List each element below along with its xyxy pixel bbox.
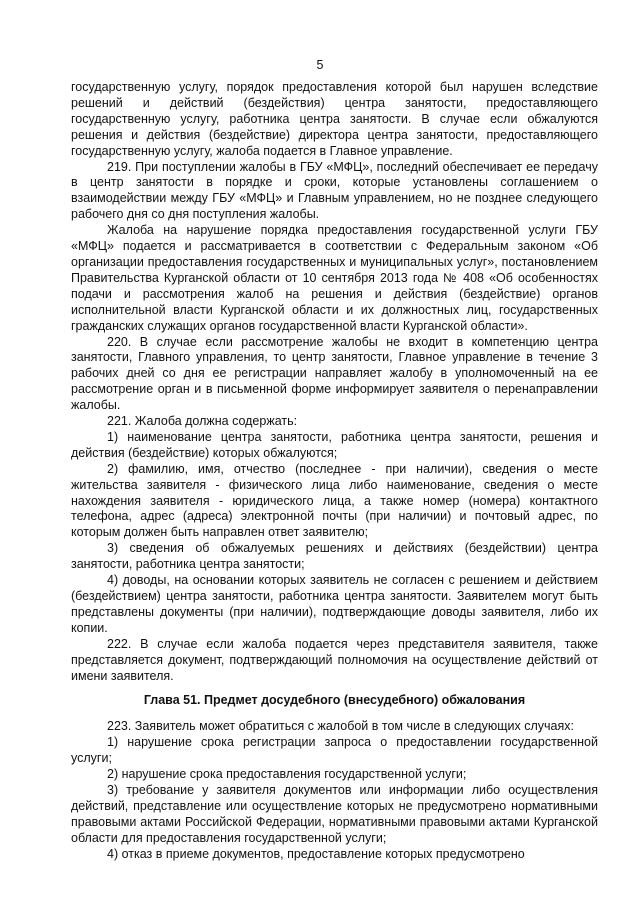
paragraph: государственную услугу, порядок предоставления которой был нарушен вследствие решений и действий (бездействия) центра занятости, предоставляющего государственную услугу, работника центра занятости. В случае если обжалуются решения и действия (бездействие) директора центра занятости, предоставляющего государственную услугу, жалоба подается в Главное управление. <box>71 80 598 158</box>
paragraph: 222. В случае если жалоба подается через представителя заявителя, также представляется документ, подтверждающий полномочия на осуществление действий от имени заявителя. <box>71 636 598 683</box>
paragraph: 223. Заявитель может обратиться с жалобой в том числе в следующих случаях: <box>107 719 574 734</box>
paragraph: 1) нарушение срока регистрации запроса о предоставлении государственной услуги; <box>71 735 598 766</box>
paragraph: 4) доводы, на основании которых заявитель не согласен с решением и действием (бездействием) центра занятости, работника центра занятости. Заявителем могут быть представлены документы (при наличии), подтверждающие доводы заявителя, либо их копии. <box>71 573 598 635</box>
page-number: 5 <box>316 58 324 72</box>
paragraph: 3) требование у заявителя документов или информации либо осуществления действий, представление или осуществление которых не предусмотрено нормативными правовыми актами Российской Федерации, нормативными правовыми актами Курганской области для предоставления государственной услуги; <box>71 783 598 845</box>
paragraph: 221. Жалоба должна содержать: <box>107 414 298 429</box>
paragraph: 220. В случае если рассмотрение жалобы не входит в компетенцию центра занятости, Главного управления, то центр занятости, Главное управление в течение 3 рабочих дней со дня ее регистрации направляет жалобу в уполномоченный на ее рассмотрение орган и в письменной форме информирует заявителя о перенаправлении жалобы. <box>71 334 598 413</box>
document-body <box>71 80 598 863</box>
paragraph: Жалоба на нарушение порядка предоставления государственной услуги ГБУ «МФЦ» подается и рассматривается в соответствии с Федеральным законом «Об организации предоставления государственных и муниципальных услуг», постановлением Правительства Курганской области от 10 сентября 2013 года № 408 «Об особенностях подачи и рассмотрения жалоб на решения и действия (бездействие) органов исполнительной власти Курганской области и их должностных лиц, государственных гражданских служащих органов государственной власти Курганской области». <box>71 223 598 333</box>
paragraph: 219. При поступлении жалобы в ГБУ «МФЦ», последний обеспечивает ее передачу в центр занятости в порядке и сроки, которые установлены соглашением о взаимодействии между ГБУ «МФЦ» и Главным управлением, но не позднее следующего рабочего дня со дня поступления жалобы. <box>71 159 598 222</box>
paragraph: 3) сведения об обжалуемых решениях и действиях (бездействии) центра занятости, работника центра занятости; <box>71 541 598 572</box>
section-after-heading <box>71 719 598 862</box>
section-before-heading <box>71 80 598 684</box>
paragraph: 2) фамилию, имя, отчество (последнее - при наличии), сведения о месте жительства заявителя - физического лица либо наименование, сведения о месте нахождения заявителя - юридического лица, а также номер (номера) контактного телефона, адрес (адреса) электронной почты (при наличии) и почтовый адрес, по которым должен быть направлен ответ заявителю; <box>71 461 598 540</box>
paragraph: 4) отказ в приеме документов, предоставление которых предусмотрено <box>107 846 525 861</box>
chapter-heading: Глава 51. Предмет досудебного (внесудебного) обжалования <box>143 693 526 708</box>
paragraph: 1) наименование центра занятости, работника центра занятости, решения и действия (бездействие) которых обжалуются; <box>71 429 598 460</box>
paragraph: 2) нарушение срока предоставления государственной услуги; <box>107 767 467 782</box>
